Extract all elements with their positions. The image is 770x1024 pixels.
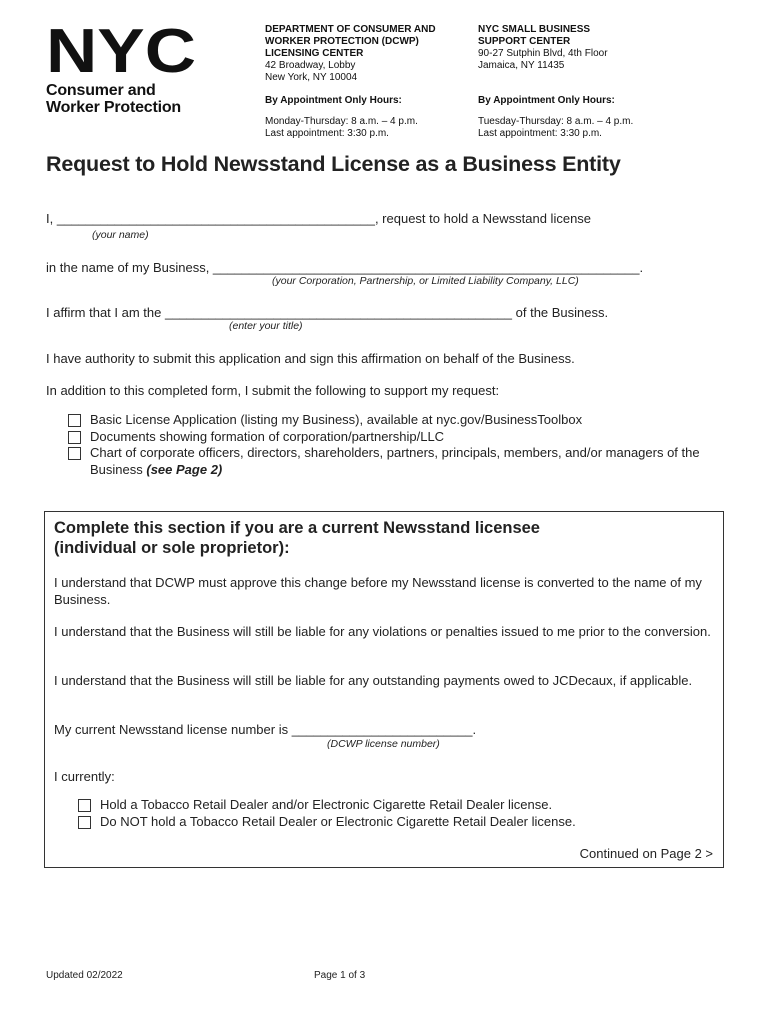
checkbox[interactable] [78,816,91,829]
business-hint: (your Corporation, Partnership, or Limited Liability Company, LLC) [272,275,579,287]
last-appointment-text: Last appointment: 3:30 p.m. [478,128,602,139]
approval-statement: I understand that DCWP must approve this change before my Newsstand license is converted to the name of my Business. [54,575,702,607]
section-heading-line2: (individual or sole proprietor): [54,539,290,557]
hours-text: Monday-Thursday: 8 a.m. – 4 p.m. [265,116,418,127]
support-intro: In addition to this completed form, I submit the following to support my request: [46,383,500,398]
title-hint: (enter your title) [229,320,303,332]
payments-statement: I understand that the Business will still be liable for any outstanding payments owed to JCDecaux, if applicable. [54,673,693,688]
license-number-line: My current Newsstand license number is _________________________. [54,722,477,737]
checkbox[interactable] [68,414,81,427]
authority-statement: I have authority to submit this application and sign this affirmation on behalf of the Business. [46,351,575,366]
dept-name-line1: DEPARTMENT OF CONSUMER AND [265,24,436,35]
tobacco-options [78,797,698,830]
address-street: 42 Broadway, Lobby [265,60,356,71]
agency-name-line1: Consumer and [46,82,156,99]
tobacco-option-label: Hold a Tobacco Retail Dealer and/or Electronic Cigarette Retail Dealer license. [100,797,553,812]
address-city: Jamaica, NY 11435 [478,60,565,71]
page-title: Request to Hold Newsstand License as a Business Entity [46,152,621,176]
tobacco-option [78,814,698,831]
name-line: I, ____________________________________________, request to hold a Newsstand license [46,211,592,226]
dept-name-line2: WORKER PROTECTION (DCWP) [265,36,419,47]
updated-date: Updated 02/2022 [46,970,123,981]
title-line: I affirm that I am the ________________________________________________ of the Business. [46,305,609,320]
licensing-center-label: LICENSING CENTER [265,48,364,59]
name-hint: (your name) [92,229,149,241]
last-appointment-text: Last appointment: 3:30 p.m. [265,128,389,139]
see-page-note: (see Page 2) [146,461,223,477]
support-checklist [68,412,728,478]
checklist-item-text: Chart of corporate officers, directors, shareholders, partners, principals, members, and/or managers of the Business [90,445,700,477]
address-street: 90-27 Sutphin Blvd, 4th Floor [478,48,608,59]
svg-text:NYC: NYC [46,24,196,76]
section-heading-line1: Complete this section if you are a current Newsstand licensee [54,519,540,537]
currently-label: I currently: [54,769,115,784]
agency-name [46,82,206,116]
continued-note: Continued on Page 2 > [579,846,713,861]
nyc-logo-icon [46,24,198,76]
section-heading [54,518,540,558]
business-line: in the name of my Business, ___________________________________________________________. [46,260,644,275]
hours-text: Tuesday-Thursday: 8 a.m. – 4 p.m. [478,116,634,127]
checklist-item-label: Basic License Application (listing my Business), available at nyc.gov/BusinessToolbox [90,412,583,427]
appointment-label: By Appointment Only Hours: [478,95,615,106]
tobacco-option [78,797,698,814]
checkbox[interactable] [68,431,81,444]
checkbox[interactable] [78,799,91,812]
licensing-center-info [265,24,465,140]
checklist-item-label [90,445,728,478]
license-number-hint: (DCWP license number) [327,738,440,750]
support-center-info [478,24,678,140]
agency-logo [46,24,206,116]
agency-name-line2: Worker Protection [46,99,181,116]
center-name-line1: NYC SMALL BUSINESS [478,24,591,35]
tobacco-option-label: Do NOT hold a Tobacco Retail Dealer or Electronic Cigarette Retail Dealer license. [100,813,576,829]
liability-statement: I understand that the Business will still be liable for any violations or penalties issued to me prior to the conversion. [54,624,711,639]
checkbox[interactable] [68,447,81,460]
current-licensee-section [44,511,724,868]
checklist-item-label: Documents showing formation of corporation/partnership/LLC [90,428,445,444]
checklist-item [68,412,728,429]
appointment-label: By Appointment Only Hours: [265,95,402,106]
checklist-item [68,429,728,446]
page-number: Page 1 of 3 [314,970,366,981]
checklist-item [68,445,728,478]
center-name-line2: SUPPORT CENTER [478,36,571,47]
address-city: New York, NY 10004 [265,72,358,83]
